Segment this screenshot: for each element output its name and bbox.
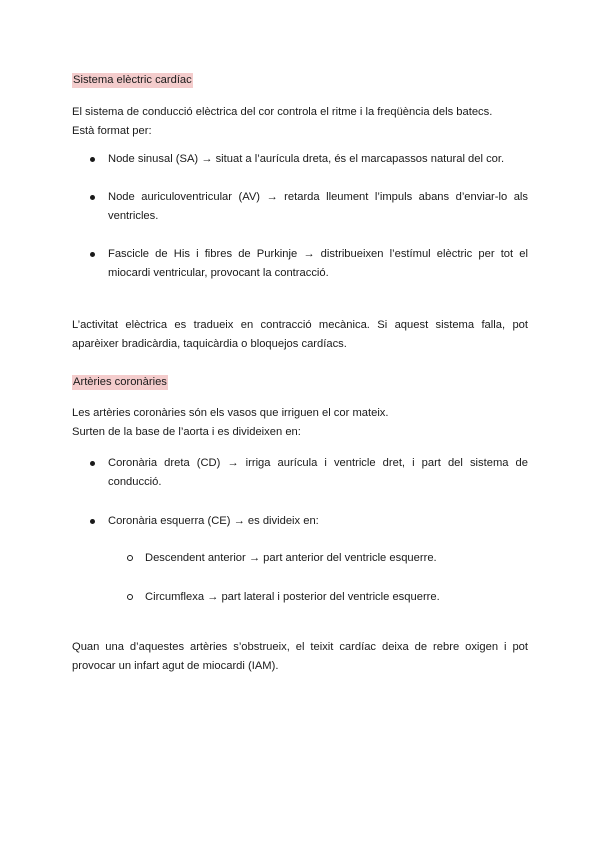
sub-list-item-circumflex: [145, 588, 528, 607]
hollow-bullet-icon: [127, 594, 133, 600]
list-item-text: Coronària dreta (CD) → irriga aurícula i ventricle dret, i part del sistema de conducció.: [108, 457, 528, 488]
sub-list-item-anterior-descending: [145, 549, 528, 568]
bullet-icon: [90, 519, 95, 524]
hollow-bullet-icon: [127, 555, 133, 561]
bullet-icon: [90, 461, 95, 466]
sub-list-item-text: Circumflexa → part lateral i posterior del ventricle esquerre.: [145, 591, 440, 603]
sub-list-item-text: Descendent anterior → part anterior del ventricle esquerre.: [145, 552, 437, 564]
intro-line: Surten de la base de l’aorta i es divideixen en:: [72, 426, 301, 438]
bullet-icon: [90, 252, 95, 257]
intro-paragraph-coronary-arteries: [72, 404, 528, 442]
list-item-sa-node: [108, 150, 528, 169]
closing-paragraph-electric-system: [72, 316, 528, 354]
bullet-icon: [90, 195, 95, 200]
list-item-right-coronary: [108, 454, 528, 492]
intro-line: Està format per:: [72, 125, 152, 137]
list-item-text: Node sinusal (SA) → situat a l’aurícula dreta, és el marcapassos natural del cor.: [108, 153, 505, 165]
intro-line: Les artèries coronàries són els vasos que irriguen el cor mateix.: [72, 407, 389, 419]
list-item-text: Fascicle de His i fibres de Purkinje → distribueixen l’estímul elèctric per tot el miocardi ventricular, provocant la contracció.: [108, 248, 528, 279]
paragraph-text: Quan una d’aquestes artèries s’obstrueix, el teixit cardíac deixa de rebre oxigen i pot provocar un infart agut de miocardi (IAM).: [72, 641, 528, 672]
paragraph-text: L’activitat elèctrica es tradueix en contracció mecànica. Si aquest sistema falla, pot aparèixer bradicàrdia, taquicàrdia o bloquejos cardíacs.: [72, 319, 528, 350]
list-item-text: Coronària esquerra (CE) → es divideix en:: [108, 515, 319, 527]
bullet-icon: [90, 157, 95, 162]
closing-paragraph-coronary-arteries: [72, 638, 528, 676]
intro-paragraph-electric-system: [72, 103, 528, 141]
heading-highlight: Artèries coronàries: [73, 376, 167, 388]
heading-highlight: Sistema elèctric cardíac: [73, 74, 192, 86]
section-heading-electric-system: [72, 71, 528, 90]
list-item-text: Node auriculoventricular (AV) → retarda lleument l’impuls abans d’enviar-lo als ventricles.: [108, 191, 528, 222]
list-item-his-purkinje: [108, 245, 528, 283]
list-item-av-node: [108, 188, 528, 226]
section-heading-coronary-arteries: [72, 373, 528, 392]
intro-line: El sistema de conducció elèctrica del cor controla el ritme i la freqüència dels batecs.: [72, 106, 493, 118]
list-item-left-coronary: [108, 512, 528, 531]
